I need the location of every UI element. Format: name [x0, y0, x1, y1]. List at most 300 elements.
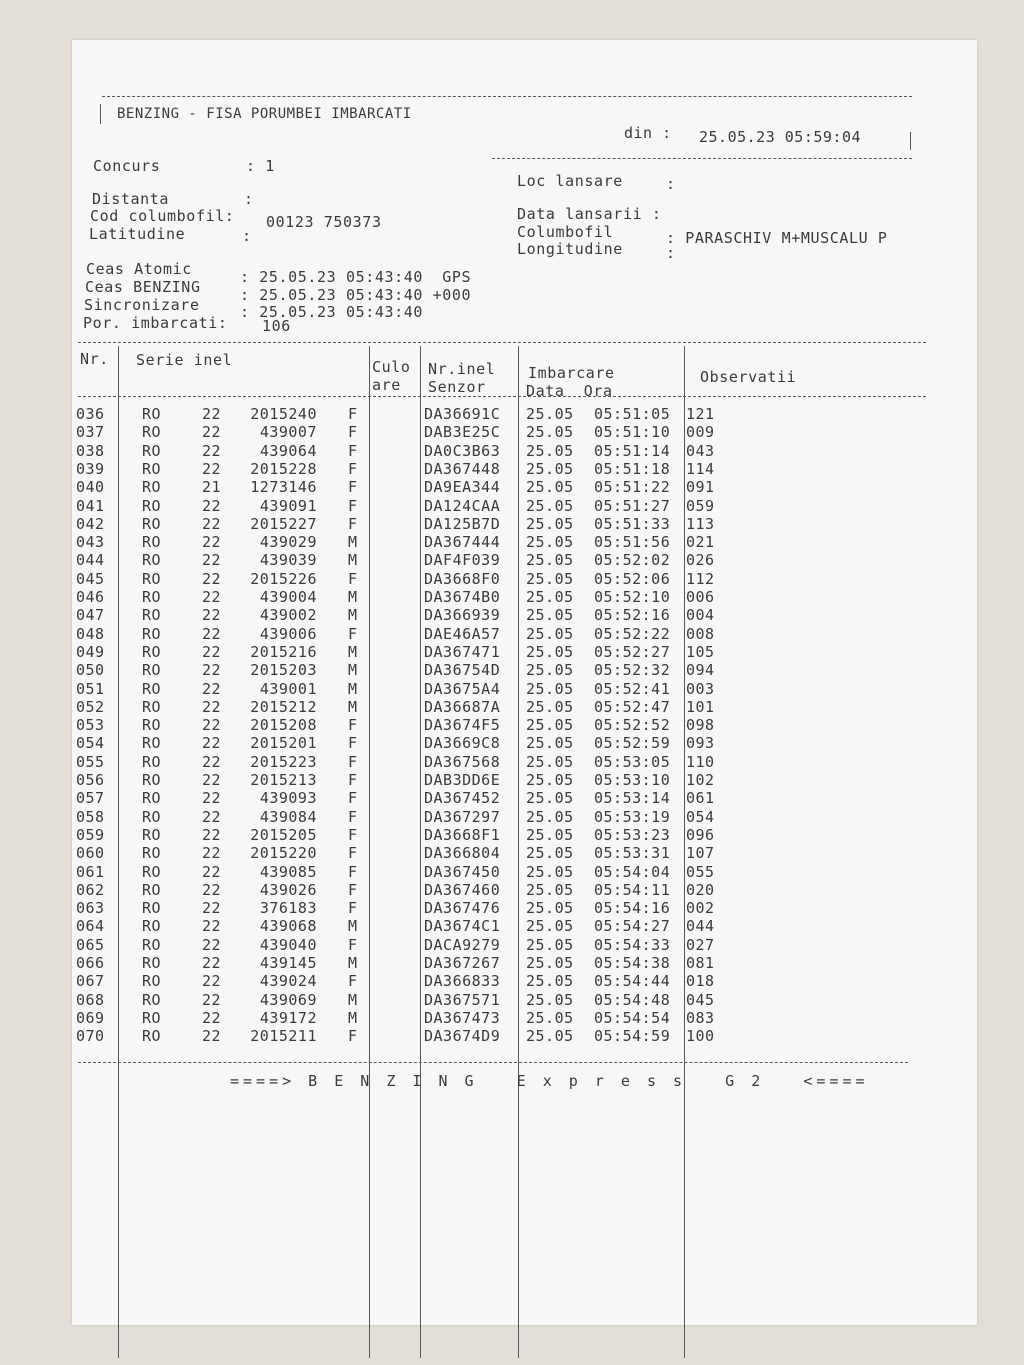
- latitudine-label: Latitudine: [89, 225, 186, 243]
- cell-sex: F: [348, 771, 358, 789]
- cell-sex: F: [348, 624, 358, 643]
- cell-nr: 045: [76, 569, 105, 588]
- cell-sensor: DA367450: [424, 862, 501, 881]
- table-row: [72, 881, 977, 899]
- cell-time: 05:51:27: [594, 496, 671, 515]
- cell-sensor: DA36687A: [424, 697, 501, 716]
- cell-country: RO: [142, 862, 162, 881]
- cell-nr: 066: [76, 954, 105, 972]
- cell-sex: F: [348, 789, 358, 808]
- cell-year: 22: [202, 642, 222, 661]
- cell-year: 22: [202, 514, 222, 533]
- cell-obs: 044: [686, 917, 715, 936]
- cell-ring: 2015213: [250, 771, 317, 789]
- cell-time: 05:52:27: [594, 642, 671, 661]
- cell-sensor: DA367571: [424, 990, 501, 1009]
- cell-country: RO: [142, 716, 162, 735]
- cell-obs: 004: [686, 606, 715, 625]
- cell-time: 05:52:10: [594, 588, 671, 606]
- cell-sex: F: [348, 514, 358, 533]
- cell-sex: F: [348, 478, 358, 497]
- data-lansarii-label: Data lansarii :: [517, 205, 662, 223]
- col-nrinel-header-1: Nr.inel: [428, 360, 496, 378]
- cell-sensor: DAE46A57: [424, 624, 501, 643]
- cell-nr: 040: [76, 478, 105, 497]
- cell-country: RO: [142, 844, 162, 863]
- cell-time: 05:53:14: [594, 789, 671, 808]
- cod-columbofil-label: Cod columbofil:: [90, 207, 235, 225]
- cell-obs: 098: [686, 716, 715, 735]
- cell-nr: 068: [76, 990, 105, 1009]
- cell-time: 05:51:22: [594, 478, 671, 497]
- cell-date: 25.05: [526, 880, 574, 899]
- cell-ring: 439002: [259, 606, 317, 625]
- cell-date: 25.05: [526, 551, 574, 570]
- cell-sex: F: [348, 716, 358, 735]
- cell-sex: F: [348, 825, 358, 844]
- ceas-atomic-value: : 25.05.23 05:43:40 GPS: [240, 268, 472, 286]
- table-row: [72, 606, 977, 624]
- cell-obs: 008: [686, 624, 715, 643]
- cell-obs: 110: [686, 752, 715, 771]
- cell-year: 21: [202, 478, 222, 497]
- cell-country: RO: [142, 624, 162, 643]
- latitudine-value: :: [242, 227, 252, 245]
- cell-obs: 009: [686, 423, 715, 442]
- cell-country: RO: [142, 679, 162, 698]
- cell-sensor: DACA9279: [424, 935, 501, 954]
- cell-sensor: DA124CAA: [424, 496, 501, 515]
- cell-date: 25.05: [526, 825, 574, 844]
- cell-country: RO: [142, 1008, 162, 1027]
- cell-ring: 2015208: [250, 716, 317, 735]
- cell-time: 05:51:14: [594, 441, 671, 460]
- cell-ring: 439145: [259, 954, 317, 972]
- cell-obs: 091: [686, 478, 715, 497]
- cell-date: 25.05: [526, 514, 574, 533]
- cell-year: 22: [202, 624, 222, 643]
- table-row: [72, 991, 977, 1009]
- cell-country: RO: [142, 478, 162, 497]
- cell-time: 05:52:59: [594, 734, 671, 753]
- cell-ring: 439006: [259, 624, 317, 643]
- cell-ring: 1273146: [250, 478, 317, 497]
- cell-country: RO: [142, 954, 162, 972]
- cell-sensor: DA9EA344: [424, 478, 501, 497]
- cell-obs: 055: [686, 862, 715, 881]
- cell-sensor: DA367476: [424, 899, 501, 918]
- cell-nr: 062: [76, 880, 105, 899]
- cell-ring: 439040: [259, 935, 317, 954]
- cell-sex: F: [348, 459, 358, 478]
- cell-ring: 2015226: [250, 569, 317, 588]
- cell-nr: 044: [76, 551, 105, 570]
- cell-date: 25.05: [526, 588, 574, 606]
- cell-sex: F: [348, 807, 358, 826]
- cell-year: 22: [202, 441, 222, 460]
- table-row: [72, 661, 977, 679]
- cell-obs: 054: [686, 807, 715, 826]
- cell-date: 25.05: [526, 771, 574, 789]
- cell-country: RO: [142, 789, 162, 808]
- col-observatii-header: Observatii: [700, 368, 797, 386]
- cell-nr: 070: [76, 1027, 105, 1046]
- cell-country: RO: [142, 551, 162, 570]
- cell-sex: F: [348, 496, 358, 515]
- cell-nr: 055: [76, 752, 105, 771]
- cell-obs: 083: [686, 1008, 715, 1027]
- cell-ring: 439064: [259, 441, 317, 460]
- cell-obs: 081: [686, 954, 715, 972]
- cell-nr: 042: [76, 514, 105, 533]
- cell-time: 05:52:02: [594, 551, 671, 570]
- cell-ring: 439085: [259, 862, 317, 881]
- table-row: [72, 808, 977, 826]
- sincronizare-label: Sincronizare: [84, 296, 200, 314]
- cell-nr: 063: [76, 899, 105, 918]
- cell-sex: F: [348, 1027, 358, 1046]
- cell-nr: 069: [76, 1008, 105, 1027]
- cell-date: 25.05: [526, 624, 574, 643]
- cell-year: 22: [202, 844, 222, 863]
- cell-sensor: DA3674D9: [424, 1027, 501, 1046]
- cell-ring: 439093: [259, 789, 317, 808]
- cell-sensor: DA366833: [424, 972, 501, 991]
- cell-sex: F: [348, 441, 358, 460]
- cell-time: 05:51:10: [594, 423, 671, 442]
- cell-obs: 096: [686, 825, 715, 844]
- cell-time: 05:51:33: [594, 514, 671, 533]
- cell-obs: 105: [686, 642, 715, 661]
- cell-year: 22: [202, 899, 222, 918]
- cell-sex: M: [348, 661, 358, 680]
- cell-ring: 2015227: [250, 514, 317, 533]
- cell-nr: 046: [76, 588, 105, 606]
- cell-nr: 060: [76, 844, 105, 863]
- cell-sex: F: [348, 405, 358, 423]
- porumbei-imbarcati-label: Por. imbarcati:: [83, 314, 228, 332]
- table-row: [72, 1009, 977, 1027]
- cell-year: 22: [202, 789, 222, 808]
- table-row: [72, 789, 977, 807]
- cell-time: 05:53:23: [594, 825, 671, 844]
- cell-country: RO: [142, 972, 162, 991]
- columbofil-label: Columbofil: [517, 223, 614, 241]
- table-row: [72, 826, 977, 844]
- cell-obs: 020: [686, 880, 715, 899]
- cell-sensor: DAB3DD6E: [424, 771, 501, 789]
- table-row: [72, 972, 977, 990]
- cell-country: RO: [142, 935, 162, 954]
- cell-ring: 439069: [259, 990, 317, 1009]
- cell-sensor: DA367444: [424, 533, 501, 552]
- cell-sensor: DAB3E25C: [424, 423, 501, 442]
- cell-sensor: DA367568: [424, 752, 501, 771]
- cell-obs: 100: [686, 1027, 715, 1046]
- cell-year: 22: [202, 1027, 222, 1046]
- table-row: [72, 899, 977, 917]
- cell-obs: 101: [686, 697, 715, 716]
- col-culoare-header-1: Culo: [372, 358, 411, 376]
- col-culoare-header-2: are: [372, 376, 401, 394]
- cell-sex: F: [348, 972, 358, 991]
- cell-ring: 2015205: [250, 825, 317, 844]
- table-row: [72, 680, 977, 698]
- cell-time: 05:52:22: [594, 624, 671, 643]
- cell-obs: 113: [686, 514, 715, 533]
- cell-ring: 439084: [259, 807, 317, 826]
- cell-time: 05:54:16: [594, 899, 671, 918]
- table-row: [72, 497, 977, 515]
- cell-date: 25.05: [526, 862, 574, 881]
- cell-year: 22: [202, 862, 222, 881]
- cell-sex: F: [348, 899, 358, 918]
- cell-year: 22: [202, 588, 222, 606]
- table-row: [72, 625, 977, 643]
- cell-country: RO: [142, 825, 162, 844]
- cell-sensor: DA3669C8: [424, 734, 501, 753]
- cell-country: RO: [142, 405, 162, 423]
- cell-date: 25.05: [526, 1027, 574, 1046]
- cell-obs: 107: [686, 844, 715, 863]
- table-row: [72, 734, 977, 752]
- cell-date: 25.05: [526, 716, 574, 735]
- cell-nr: 047: [76, 606, 105, 625]
- col-imbarcare-header: Imbarcare: [528, 364, 615, 382]
- cell-sex: F: [348, 862, 358, 881]
- cell-nr: 065: [76, 935, 105, 954]
- cell-nr: 053: [76, 716, 105, 735]
- cell-year: 22: [202, 679, 222, 698]
- cell-ring: 439004: [259, 588, 317, 606]
- cell-date: 25.05: [526, 734, 574, 753]
- cell-date: 25.05: [526, 459, 574, 478]
- cell-year: 22: [202, 423, 222, 442]
- table-row: [72, 423, 977, 441]
- cell-sex: M: [348, 697, 358, 716]
- cell-date: 25.05: [526, 752, 574, 771]
- cell-time: 05:52:32: [594, 661, 671, 680]
- cell-year: 22: [202, 533, 222, 552]
- cell-ring: 2015212: [250, 697, 317, 716]
- cell-year: 22: [202, 807, 222, 826]
- longitudine-value: :: [666, 244, 676, 262]
- distanta-label: Distanta: [92, 190, 170, 208]
- cell-sensor: DA3668F0: [424, 569, 501, 588]
- cell-date: 25.05: [526, 661, 574, 680]
- cell-ring: 439001: [259, 679, 317, 698]
- cell-sensor: DA3674F5: [424, 716, 501, 735]
- cell-sex: M: [348, 1008, 358, 1027]
- cell-year: 22: [202, 990, 222, 1009]
- cell-sex: M: [348, 588, 358, 606]
- cell-date: 25.05: [526, 496, 574, 515]
- cell-year: 22: [202, 405, 222, 423]
- columbofil-value: : PARASCHIV M+MUSCALU P: [666, 229, 888, 247]
- cell-country: RO: [142, 606, 162, 625]
- cell-time: 05:53:31: [594, 844, 671, 863]
- concurs-value: : 1: [246, 157, 275, 175]
- cell-ring: 2015220: [250, 844, 317, 863]
- cell-year: 22: [202, 496, 222, 515]
- cell-nr: 036: [76, 405, 105, 423]
- cell-sensor: DA366804: [424, 844, 501, 863]
- concurs-label: Concurs: [93, 157, 161, 175]
- cell-sex: M: [348, 917, 358, 936]
- cell-sensor: DA366939: [424, 606, 501, 625]
- cell-country: RO: [142, 533, 162, 552]
- cell-date: 25.05: [526, 917, 574, 936]
- cell-year: 22: [202, 606, 222, 625]
- cell-time: 05:52:16: [594, 606, 671, 625]
- cell-time: 05:54:44: [594, 972, 671, 991]
- cell-ring: 2015203: [250, 661, 317, 680]
- cell-obs: 006: [686, 588, 715, 606]
- cell-sensor: DAF4F039: [424, 551, 501, 570]
- printout-sheet: [72, 40, 977, 1325]
- cell-nr: 039: [76, 459, 105, 478]
- cell-ring: 2015211: [250, 1027, 317, 1046]
- table-row: [72, 954, 977, 972]
- cell-obs: 027: [686, 935, 715, 954]
- cell-nr: 050: [76, 661, 105, 680]
- cell-ring: 2015223: [250, 752, 317, 771]
- cell-time: 05:54:33: [594, 935, 671, 954]
- cell-date: 25.05: [526, 441, 574, 460]
- cell-ring: 439091: [259, 496, 317, 515]
- cell-country: RO: [142, 771, 162, 789]
- cell-date: 25.05: [526, 478, 574, 497]
- cell-date: 25.05: [526, 569, 574, 588]
- cell-date: 25.05: [526, 642, 574, 661]
- cell-nr: 067: [76, 972, 105, 991]
- cell-sensor: DA367471: [424, 642, 501, 661]
- cell-nr: 052: [76, 697, 105, 716]
- cell-year: 22: [202, 697, 222, 716]
- cell-time: 05:52:47: [594, 697, 671, 716]
- cell-country: RO: [142, 459, 162, 478]
- ceas-atomic-label: Ceas Atomic: [86, 260, 192, 278]
- cell-year: 22: [202, 661, 222, 680]
- cell-sensor: DA3668F1: [424, 825, 501, 844]
- cell-sensor: DA367297: [424, 807, 501, 826]
- cell-time: 05:54:38: [594, 954, 671, 972]
- cell-sex: F: [348, 734, 358, 753]
- cell-obs: 094: [686, 661, 715, 680]
- table-row: [72, 588, 977, 606]
- cell-ring: 439007: [259, 423, 317, 442]
- cell-country: RO: [142, 697, 162, 716]
- table-row: [72, 405, 977, 423]
- cell-nr: 051: [76, 679, 105, 698]
- cell-sex: M: [348, 990, 358, 1009]
- table-row: [72, 442, 977, 460]
- cell-sensor: DA36754D: [424, 661, 501, 680]
- cell-nr: 056: [76, 771, 105, 789]
- cell-year: 22: [202, 935, 222, 954]
- print-date-value: 25.05.23 05:59:04: [699, 128, 862, 146]
- cell-sex: M: [348, 642, 358, 661]
- cell-sex: F: [348, 423, 358, 442]
- cell-nr: 058: [76, 807, 105, 826]
- cell-country: RO: [142, 917, 162, 936]
- cell-ring: 2015240: [250, 405, 317, 423]
- cell-country: RO: [142, 642, 162, 661]
- cell-sex: F: [348, 880, 358, 899]
- cell-ring: 2015228: [250, 459, 317, 478]
- cell-year: 22: [202, 459, 222, 478]
- cell-date: 25.05: [526, 954, 574, 972]
- distanta-value: :: [244, 190, 254, 208]
- cell-country: RO: [142, 441, 162, 460]
- cell-sex: M: [348, 606, 358, 625]
- cell-nr: 038: [76, 441, 105, 460]
- cell-obs: 059: [686, 496, 715, 515]
- cell-ring: 439039: [259, 551, 317, 570]
- table-row: [72, 753, 977, 771]
- cell-nr: 059: [76, 825, 105, 844]
- cell-country: RO: [142, 1027, 162, 1046]
- cell-ring: 439068: [259, 917, 317, 936]
- cell-country: RO: [142, 423, 162, 442]
- cell-sensor: DA367452: [424, 789, 501, 808]
- cell-country: RO: [142, 496, 162, 515]
- cell-date: 25.05: [526, 807, 574, 826]
- col-data-ora-header: Data Ora: [526, 382, 613, 400]
- cell-obs: 061: [686, 789, 715, 808]
- cell-obs: 021: [686, 533, 715, 552]
- cell-time: 05:54:59: [594, 1027, 671, 1046]
- cell-date: 25.05: [526, 935, 574, 954]
- cell-date: 25.05: [526, 405, 574, 423]
- cell-sensor: DA36691C: [424, 405, 501, 423]
- cell-country: RO: [142, 734, 162, 753]
- cell-time: 05:54:04: [594, 862, 671, 881]
- cell-date: 25.05: [526, 679, 574, 698]
- table-row: [72, 698, 977, 716]
- cell-sex: M: [348, 551, 358, 570]
- cell-date: 25.05: [526, 606, 574, 625]
- cell-nr: 064: [76, 917, 105, 936]
- cell-country: RO: [142, 899, 162, 918]
- cell-country: RO: [142, 807, 162, 826]
- cell-obs: 043: [686, 441, 715, 460]
- table-row: [72, 460, 977, 478]
- cell-sensor: DA367473: [424, 1008, 501, 1027]
- cell-time: 05:53:05: [594, 752, 671, 771]
- cell-sensor: DA367267: [424, 954, 501, 972]
- cell-obs: 112: [686, 569, 715, 588]
- cell-obs: 102: [686, 771, 715, 789]
- cell-year: 22: [202, 825, 222, 844]
- cell-ring: 2015216: [250, 642, 317, 661]
- col-nrinel-header-2: Senzor: [428, 378, 486, 396]
- cell-time: 05:54:27: [594, 917, 671, 936]
- cell-country: RO: [142, 990, 162, 1009]
- cell-year: 22: [202, 917, 222, 936]
- cell-sex: F: [348, 569, 358, 588]
- cell-sensor: DA0C3B63: [424, 441, 501, 460]
- table-row: [72, 1027, 977, 1045]
- cell-time: 05:51:56: [594, 533, 671, 552]
- cell-date: 25.05: [526, 972, 574, 991]
- loc-lansare-value: :: [666, 175, 676, 193]
- cell-nr: 061: [76, 862, 105, 881]
- cell-time: 05:52:41: [594, 679, 671, 698]
- cell-time: 05:54:48: [594, 990, 671, 1009]
- print-date-label: din :: [624, 124, 672, 142]
- cell-country: RO: [142, 569, 162, 588]
